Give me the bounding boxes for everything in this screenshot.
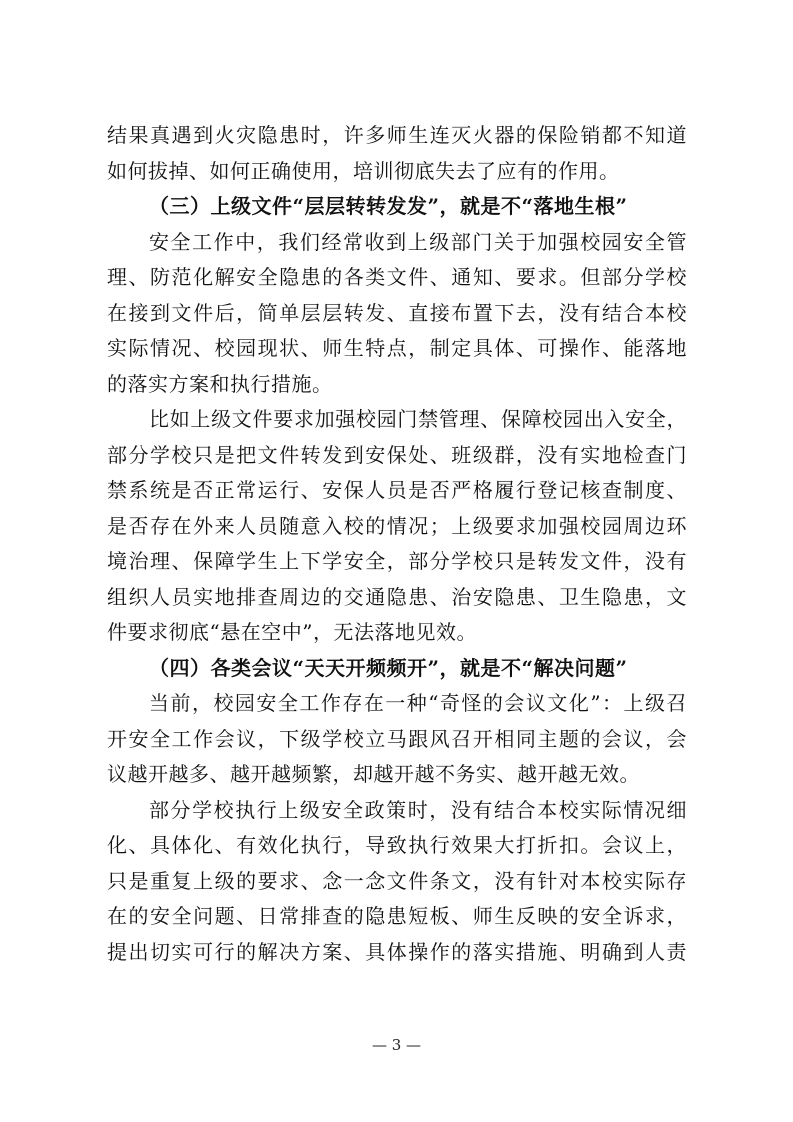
text-line: 议越开越多、越开越频繁，却越开越不务实、越开越无效。 [107,762,640,786]
section-heading-4: （四）各类会议“天天开频频开”，就是不“解决问题” [149,655,628,680]
section-heading-3: （三）上级文件“层层转转发发”，就是不“落地生根” [149,194,628,218]
page-number: — 3 — [371,1036,422,1054]
paragraph-3 [107,402,687,651]
text-line: 的落实方案和执行措施。 [107,371,333,396]
text-line: 境治理、保障学生上下学安全，部分学校只是转发文件，没有 [107,549,687,573]
text-line: 当前，校园安全工作存在一种“奇怪的会议文化”：上级召 [149,691,687,715]
text-line: 开安全工作会议，下级学校立马跟风召开相同主题的会议，会 [107,726,687,751]
text-line: 在接到文件后，简单层层转发、直接布置下去，没有结合本校 [107,300,687,325]
text-line: 实际情况、校园现状、师生特点，制定具体、可操作、能落地 [107,336,687,360]
text-line: 件要求彻底“悬在空中”，无法落地见效。 [107,620,477,644]
text-line: 组织人员实地排查周边的交通隐患、治安隐患、卫生隐患，文 [107,584,687,609]
text-line: 只是重复上级的要求、念一念文件条文，没有针对本校实际存 [107,868,687,893]
paragraph-5 [107,793,687,971]
text-line: 在的安全问题、日常排查的隐患短板、师生反映的安全诉求， [107,904,687,928]
text-line: 提出切实可行的解决方案、具体操作的落实措施、明确到人责 [107,939,687,964]
text-line: 化、具体化、有效化执行，导致执行效果大打折扣。会议上， [107,833,687,857]
text-line: 部分学校只是把文件转发到安保处、班级群，没有实地检查门 [107,442,687,467]
text-line: 禁系统是否正常运行、安保人员是否严格履行登记核查制度、 [107,478,687,502]
text-line: 是否存在外来人员随意入校的情况；上级要求加强校园周边环 [107,513,687,538]
text-line: 安全工作中，我们经常收到上级部门关于加强校园安全管 [149,229,687,254]
text-line: 如何拔掉、如何正确使用，培训彻底失去了应有的作用。 [107,158,620,183]
text-line: 结果真遇到火灾隐患时，许多师生连灭火器的保险销都不知道 [107,123,687,147]
text-line: 比如上级文件要求加强校园门禁管理、保障校园出入安全， [149,407,687,431]
paragraph-2 [107,225,687,403]
paragraph-1 [107,118,687,189]
text-line: 部分学校执行上级安全政策时，没有结合本校实际情况细 [149,797,687,822]
document-body [107,118,687,970]
text-line: 理、防范化解安全隐患的各类文件、通知、要求。但部分学校 [107,265,687,289]
paragraph-4 [107,686,687,793]
